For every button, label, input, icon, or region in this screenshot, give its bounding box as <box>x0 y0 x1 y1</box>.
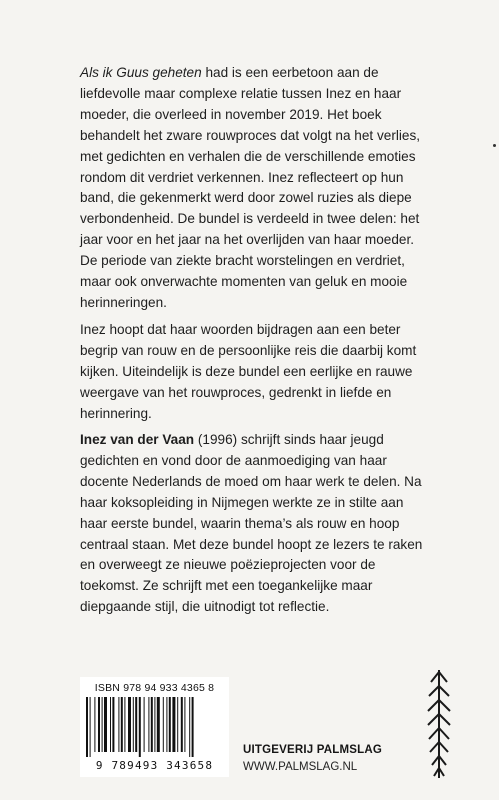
author-bio-text: (1996) schrijft sinds haar jeugd gedichten en vond door de aanmoediging van haar docente Nederlands de moed om haar werk te delen. Na haar koksopleiding in Nijmegen werkte ze in stilte aan haar eerste bundel, waarin thema’s als rouw en hoop centraal staan. Met deze bundel hoopt ze lezers te raken en overweegt ze nieuwe poëzieprojecten voor de toekomst. Ze schrijft met een toegankelijke maar diepgaande stijl, die uitnodigt tot reflectie. <box>80 432 423 615</box>
barcode-bar <box>169 697 171 752</box>
barcode-bar <box>151 697 153 752</box>
barcode-bar <box>98 697 100 752</box>
barcode-bar <box>144 697 145 752</box>
publisher-name: UITGEVERIJ PALMSLAG <box>243 744 383 756</box>
barcode-bar <box>154 697 155 752</box>
decorative-dot <box>493 144 496 147</box>
barcode-bar <box>172 697 175 752</box>
barcode-digits: 9 789493 343658 <box>95 759 214 772</box>
barcode-bar <box>177 697 178 752</box>
hope-paragraph <box>80 320 425 425</box>
barcode-bar <box>104 697 107 752</box>
barcode-bar <box>118 697 119 752</box>
barcode-bar <box>102 697 103 752</box>
book-title-italic: Als ik Guus geheten <box>80 65 202 80</box>
barcode-bar <box>86 697 88 757</box>
isbn-barcode <box>80 677 229 777</box>
barcode-bar <box>184 697 185 752</box>
barcode-bar <box>192 697 194 757</box>
barcode-bar <box>133 697 134 752</box>
author-name: Inez van der Vaan <box>80 432 195 447</box>
barcode-bar <box>90 697 91 757</box>
author-bio-paragraph <box>80 430 425 618</box>
publisher-website: WWW.PALMSLAG.NL <box>243 761 358 773</box>
barcode-bar <box>181 697 183 752</box>
barcode-bar <box>157 697 160 752</box>
barcode-bars <box>86 697 223 757</box>
barcode-bar <box>189 697 190 757</box>
barcode-bar <box>94 697 95 752</box>
barcode-bar <box>110 697 111 752</box>
barcode-bar <box>121 697 123 752</box>
hope-text: Inez hoopt dat haar woorden bijdragen aan een beter begrip van rouw en de persoonlijke reis die daarbij komt kijken. Uiteindelijk is deze bundel een eerlijke en rauwe weergave van het rouwproces, gedrenkt in liefde en herinnering. <box>80 322 417 421</box>
barcode-bar <box>124 697 125 752</box>
barcode-bar <box>163 697 164 752</box>
isbn-label: ISBN 978 94 933 4365 8 <box>94 682 215 694</box>
synopsis-paragraph <box>80 63 425 314</box>
barcode-bar <box>148 697 149 752</box>
barcode-bar <box>139 697 141 757</box>
barcode-bar <box>128 697 131 752</box>
barcode-bar <box>166 697 167 752</box>
synopsis-text: had is een eerbetoon aan de liefdevolle maar complexe relatie tussen Inez en haar moeder, die overleed in november 2019. Het boek behandelt het zware rouwproces dat volgt na het verlies, met gedichten en verhalen die de verschillende emoties rondom dit verdriet verkennen. Inez reflecteert op hun band, die gekenmerkt werd door zowel ruzies als diepe verbondenheid. De bundel is verdeeld in twee delen: het jaar voor en het jaar na het overlijden van haar moeder. De periode van ziekte bracht worstelingen en verdriet, maar ook onverwachte momenten van geluk en mooie herinneringen. <box>80 65 421 310</box>
fish-skeleton-logo-icon <box>425 668 453 780</box>
barcode-bar <box>135 697 137 752</box>
barcode-bar <box>112 697 114 752</box>
